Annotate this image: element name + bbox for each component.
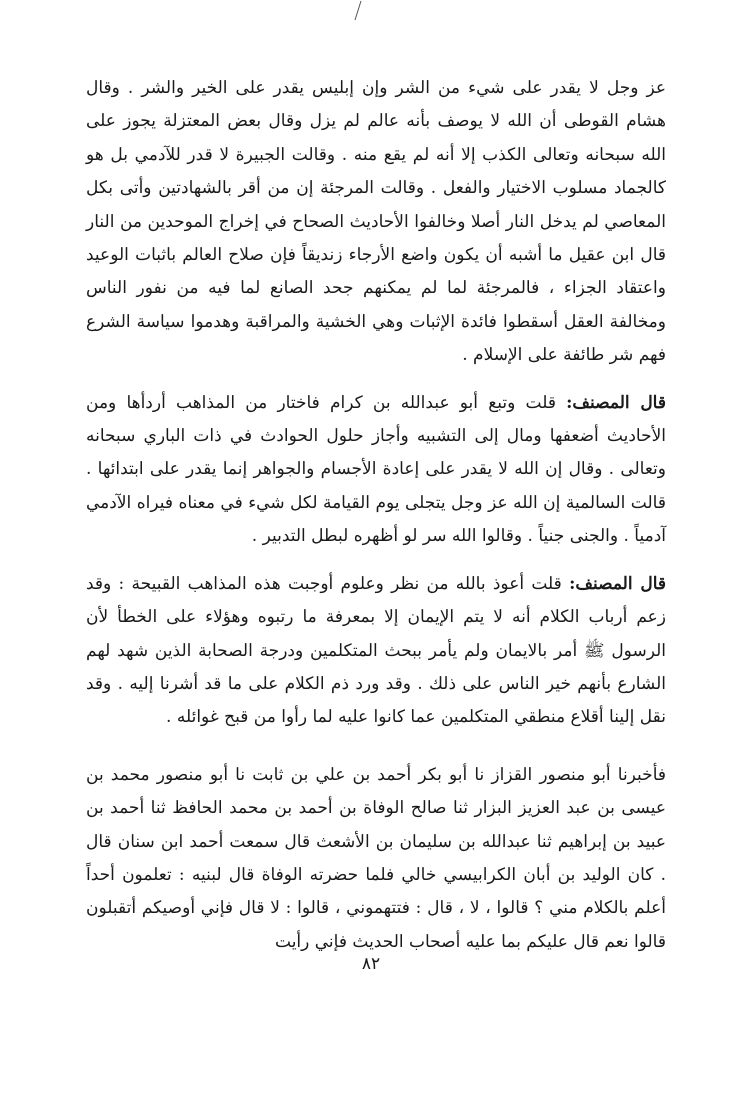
paragraph-3-lead: قال المصنف: [569, 573, 666, 594]
paragraph-3 [86, 568, 666, 735]
paragraph-4 [86, 759, 666, 959]
paragraph-3-text: قلت أعوذ بالله من نظر وعلوم أوجبت هذه المذاهب القبيحة : وقد زعم أرباب الكلام أنه لا يتم الإيمان إلا بمعرفة ما رتبوه وهؤلاء على الخطأ لأن الرسول ﷺ أمر بالايمان ولم يأمر ببحث المتكلمين ودرجة الصحابة الذين شهد لهم الشارع بأنهم خير الناس على ذلك . وقد ورد ذم الكلام على ما قد أشرنا إليه . وقد نقل إلينا أقلاع منطقي المتكلمين عما كانوا عليه لما رأوا من قبح غوائله . [86, 573, 666, 728]
paragraph-1-text: عز وجل لا يقدر على شيء من الشر وإن إبليس يقدر على الخير والشر . وقال هشام القوطى أن الله لا يوصف بأنه عالم لم يزل وقال بعض المعتزلة يجوز على الله سبحانه وتعالى الكذب إلا أنه لم يقع منه . وقالت الجبيرة لا قدر للآدمي بل هو كالجماد مسلوب الاختيار والفعل . وقالت المرجئة إن من أقر بالشهادتين وأتى بكل المعاصي لم يدخل النار أصلا وخالفوا الأحاديث الصحاح في إخراج الموحدين من النار قال ابن عقيل ما أشبه أن يكون واضع الأرجاء زنديقاً فإن صلاح العالم باثبات الوعيد واعتقاد الجزاء ، فالمرجئة لما لم يمكنهم جحد الصانع لما فيه من نفور الناس ومخالفة العقل أسقطوا فائدة الإثبات وهي الخشية والمراقبة وهدموا سياسة الشرع فهم شر طائفة على الإسلام . [86, 78, 666, 366]
paragraph-4-text: فأخبرنا أبو منصور القزاز نا أبو بكر أحمد بن علي بن ثابت نا أبو منصور محمد بن عيسى بن عبد العزيز البزار ثنا صالح الوفاة بن أحمد بن محمد الحافظ ثنا أحمد بن عبيد بن إبراهيم ثنا عبدالله بن سليمان بن الأشعث قال سمعت أحمد ابن سنان قال . كان الوليد بن أبان الكرابيسي خالي فلما حضرته الوفاة قال لبنيه : تعلمون أحداً أعلم بالكلام مني ؟ قالوا ، لا ، قال : فتتهموني ، قالوا : لا قال فإني أوصيكم أتقبلون قالوا نعم قال عليكم بما عليه أصحاب الحديث فإني رأيت [86, 764, 666, 952]
margin-stroke-mark [351, 0, 365, 22]
paragraph-2 [86, 387, 666, 554]
page-number: ٨٢ [361, 954, 381, 974]
paragraph-2-text: قلت وتبع أبو عبدالله بن كرام فاختار من المذاهب أردأها ومن الأحاديث أضعفها ومال إلى التشبيه وأجاز حلول الحوادث في ذات الباري سبحانه وتعالى . وقال إن الله لا يقدر على إعادة الأجسام والجواهر إنما يقدر على ابتدائها . قالت السالمية إن الله عز وجل يتجلى يوم القيامة لكل شيء في معناه فيراه الآدمي آدمياً . والجنى جنياً . وقالوا الله سر لو أظهره لبطل التدبير . [86, 392, 666, 547]
paragraph-2-lead: قال المصنف: [566, 392, 666, 413]
page-body [86, 72, 666, 959]
paragraph-1 [86, 72, 666, 373]
